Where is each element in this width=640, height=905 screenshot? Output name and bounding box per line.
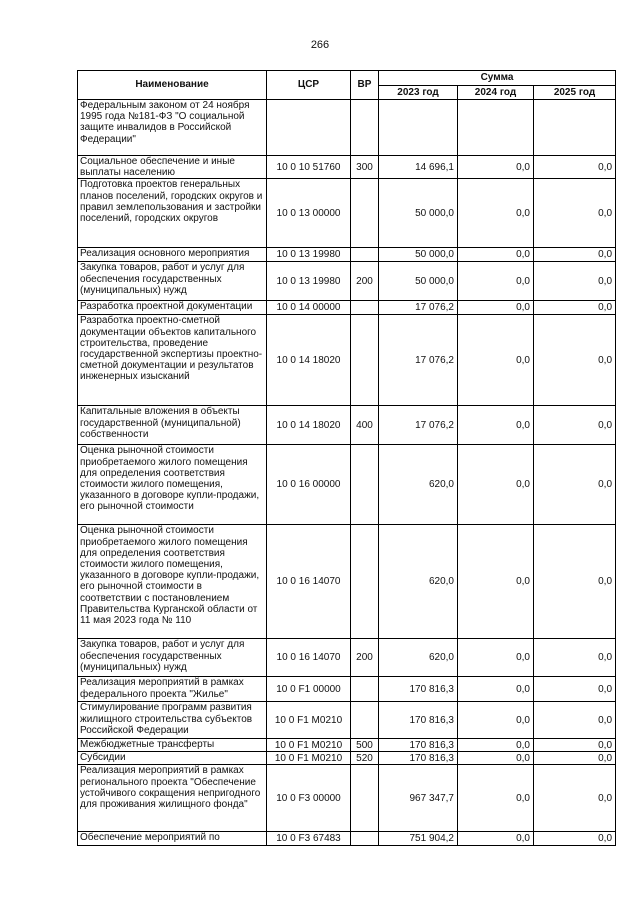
table-row [78,702,616,739]
cell-2024: 0,0 [458,752,534,765]
cell-vr: 520 [351,752,379,765]
cell-2025: 0,0 [534,406,616,445]
table-row [78,406,616,445]
cell-vr: 500 [351,739,379,752]
header-vr: ВР [351,71,379,100]
table-row [78,677,616,702]
cell-name: Социальное обеспечение и иные выплаты населению [78,156,267,179]
cell-vr [351,832,379,846]
cell-2025: 0,0 [534,179,616,248]
cell-csr: 10 0 13 19980 [267,262,351,301]
cell-2024: 0,0 [458,765,534,832]
cell-2023: 967 347,7 [379,765,458,832]
cell-2023: 50 000,0 [379,248,458,262]
cell-2025: 0,0 [534,301,616,315]
cell-vr: 200 [351,262,379,301]
cell-2025: 0,0 [534,677,616,702]
cell-name: Оценка рыночной стоимости приобретаемого жилого помещения для определения соответствия стоимости жилого помещения, указанного в договоре купли-продажи, его рыночной стоимости [78,445,267,525]
cell-2023: 50 000,0 [379,179,458,248]
cell-2025: 0,0 [534,832,616,846]
cell-2025 [534,100,616,156]
table-row [78,639,616,677]
cell-vr [351,315,379,406]
cell-2023: 620,0 [379,639,458,677]
table-row [78,315,616,406]
table-row [78,752,616,765]
cell-2023: 751 904,2 [379,832,458,846]
header-csr: ЦСР [267,71,351,100]
cell-2023: 17 076,2 [379,406,458,445]
table-body [78,100,616,846]
cell-name: Стимулирование программ развития жилищного строительства субъектов Российской Федерации [78,702,267,739]
table-row [78,248,616,262]
cell-vr: 300 [351,156,379,179]
cell-name: Разработка проектной документации [78,301,267,315]
cell-2024: 0,0 [458,832,534,846]
cell-name: Реализация мероприятий в рамках федерального проекта "Жилье" [78,677,267,702]
cell-csr: 10 0 16 14070 [267,639,351,677]
table-row [78,179,616,248]
cell-vr [351,100,379,156]
cell-2024: 0,0 [458,248,534,262]
cell-name: Реализация мероприятий в рамках регионального проекта "Обеспечение устойчивого сокращения непригодного для проживания жилищного фонда" [78,765,267,832]
header-year-2025: 2025 год [534,86,616,100]
cell-2025: 0,0 [534,752,616,765]
cell-vr [351,179,379,248]
cell-2023: 50 000,0 [379,262,458,301]
cell-2023: 170 816,3 [379,752,458,765]
cell-2024: 0,0 [458,702,534,739]
cell-2023: 170 816,3 [379,702,458,739]
table-row [78,262,616,301]
header-sum: Сумма [379,71,616,86]
cell-name: Реализация основного мероприятия [78,248,267,262]
cell-vr [351,301,379,315]
cell-vr [351,248,379,262]
cell-name: Межбюджетные трансферты [78,739,267,752]
cell-2025: 0,0 [534,445,616,525]
cell-2024: 0,0 [458,525,534,639]
cell-2023: 620,0 [379,525,458,639]
cell-2024: 0,0 [458,315,534,406]
cell-name: Подготовка проектов генеральных планов поселений, городских округов и правил землепользования и застройки поселений, городских округов [78,179,267,248]
cell-csr: 10 0 16 14070 [267,525,351,639]
cell-csr: 10 0 10 51760 [267,156,351,179]
cell-2025: 0,0 [534,248,616,262]
cell-csr: 10 0 16 00000 [267,445,351,525]
cell-2023: 17 076,2 [379,301,458,315]
cell-2024: 0,0 [458,677,534,702]
cell-2023 [379,100,458,156]
cell-name: Капитальные вложения в объекты государственной (муниципальной) собственности [78,406,267,445]
cell-2025: 0,0 [534,315,616,406]
cell-2024: 0,0 [458,639,534,677]
table-row [78,832,616,846]
table-row [78,156,616,179]
cell-2025: 0,0 [534,262,616,301]
header-name: Наименование [78,71,267,100]
cell-2024: 0,0 [458,156,534,179]
cell-csr [267,100,351,156]
cell-2024: 0,0 [458,301,534,315]
cell-2024: 0,0 [458,739,534,752]
page-number: 266 [310,39,330,51]
cell-csr: 10 0 14 00000 [267,301,351,315]
table-row [78,525,616,639]
cell-name: Субсидии [78,752,267,765]
table-row [78,100,616,156]
cell-csr: 10 0 F1 00000 [267,677,351,702]
cell-csr: 10 0 F1 M0210 [267,752,351,765]
cell-2024: 0,0 [458,406,534,445]
cell-vr [351,702,379,739]
table-row [78,445,616,525]
cell-2023: 17 076,2 [379,315,458,406]
cell-2024: 0,0 [458,262,534,301]
cell-vr: 200 [351,639,379,677]
cell-name: Разработка проектно-сметной документации объектов капитального строительства, проведение государственной экспертизы проектно-сметной документации и результатов инженерных изысканий [78,315,267,406]
cell-2025: 0,0 [534,525,616,639]
cell-csr: 10 0 13 19980 [267,248,351,262]
header-year-2023: 2023 год [379,86,458,100]
cell-2023: 14 696,1 [379,156,458,179]
table-row [78,739,616,752]
table-row [78,301,616,315]
cell-2024 [458,100,534,156]
cell-name: Закупка товаров, работ и услуг для обеспечения государственных (муниципальных) нужд [78,262,267,301]
cell-2023: 170 816,3 [379,739,458,752]
cell-name: Оценка рыночной стоимости приобретаемого жилого помещения для определения соответствия стоимости жилого помещения, указанного в договоре купли-продажи, его рыночной стоимости в соответствии с постановлением Правительства Курганской области от 11 мая 2023 года № 110 [78,525,267,639]
budget-table [77,70,616,846]
cell-csr: 10 0 13 00000 [267,179,351,248]
cell-csr: 10 0 14 18020 [267,406,351,445]
cell-csr: 10 0 F1 M0210 [267,702,351,739]
cell-vr [351,765,379,832]
cell-csr: 10 0 F3 67483 [267,832,351,846]
cell-csr: 10 0 F1 M0210 [267,739,351,752]
cell-2023: 170 816,3 [379,677,458,702]
cell-vr: 400 [351,406,379,445]
cell-csr: 10 0 14 18020 [267,315,351,406]
cell-2023: 620,0 [379,445,458,525]
cell-2025: 0,0 [534,739,616,752]
cell-csr: 10 0 F3 00000 [267,765,351,832]
cell-name: Федеральным законом от 24 ноября 1995 года №181-ФЗ "О социальной защите инвалидов в Российской Федерации" [78,100,267,156]
cell-2025: 0,0 [534,156,616,179]
cell-name: Обеспечение мероприятий по [78,832,267,846]
cell-2024: 0,0 [458,179,534,248]
table-row [78,765,616,832]
header-year-2024: 2024 год [458,86,534,100]
cell-2025: 0,0 [534,765,616,832]
cell-vr [351,677,379,702]
cell-name: Закупка товаров, работ и услуг для обеспечения государственных (муниципальных) нужд [78,639,267,677]
cell-2025: 0,0 [534,702,616,739]
cell-vr [351,525,379,639]
cell-vr [351,445,379,525]
cell-2025: 0,0 [534,639,616,677]
cell-2024: 0,0 [458,445,534,525]
